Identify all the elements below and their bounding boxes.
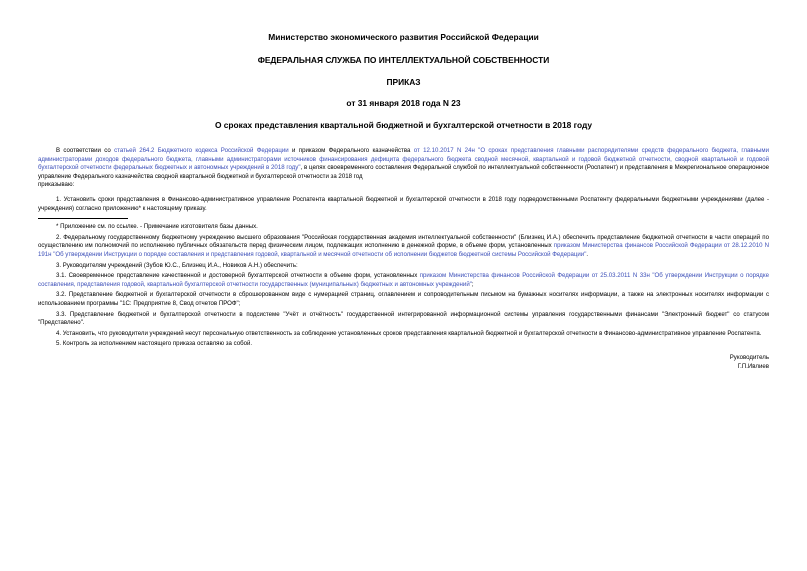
signature-block bbox=[38, 353, 769, 371]
intro-text-mid: и приказом Федерального казначейства bbox=[288, 147, 414, 154]
treasury-order-link[interactable]: от 12.10.2017 N 24н "О сроках представления главными распорядителями средств федерального бюджета, главными администраторами доходов федерального бюджета, главными администраторами источников финансирования дефицита федерального бюджета сводной месячной, квартальной и годовой бюджетной отчетности, сводной квартальной и годовой бухгалтерской отчетности федеральных бюджетных и автономных учреждений в 2018 году" bbox=[38, 147, 770, 172]
minfin-191n-link[interactable]: приказом Министерства финансов Российской Федерации от 28.12.2010 N 191н "Об утверждении Инструкции о порядке составления и представления годовой, квартальной и месячной отчетности об исполнении бюджетов бюджетной системы Российской Федерации" bbox=[38, 242, 769, 258]
budget-code-link[interactable]: статьей 264.2 Бюджетного кодекса Российской Федерации bbox=[114, 147, 289, 154]
item-5: 5. Контроль за исполнением настоящего приказа оставляю за собой. bbox=[56, 340, 253, 348]
item-3-1-end: ; bbox=[471, 280, 474, 288]
service-heading: ФЕДЕРАЛЬНАЯ СЛУЖБА ПО ИНТЕЛЛЕКТУАЛЬНОЙ СОБСТВЕННОСТИ bbox=[257, 55, 550, 65]
document-title: О сроках представления квартальной бюджетной и бухгалтерской отчетности в 2018 году bbox=[214, 120, 593, 130]
item-2 bbox=[38, 234, 769, 260]
footnote-divider bbox=[38, 218, 128, 219]
item-3-1 bbox=[38, 272, 769, 289]
orders-word: приказываю: bbox=[38, 181, 75, 189]
intro-paragraph bbox=[38, 147, 769, 181]
item-3-2: 3.2. Представление бюджетной и бухгалтерской отчетности в сброшюрованном виде с нумерацией страниц, оглавлением и сопроводительным письмом на бумажных носителях информации, а также на электронных носителях информации с использованием программы "1С: Предприятие 8, Свод отчетов ПРОФ"; bbox=[38, 291, 769, 307]
document-body bbox=[38, 147, 769, 349]
item-2-text: 2. Федеральному государственному бюджетному учреждению высшего образования "Российская государственная академия интеллектуальной собственности" (Близнец И.А.) обеспечить представление бюджетной отчетности в части операций по осуществлению им полномочий по исполнению публичных обязательств перед физическим лицом, подлежащих исполнению в денежной форме, в объеме форм, установленных bbox=[38, 233, 769, 250]
doc-type-heading: ПРИКАЗ bbox=[386, 77, 421, 87]
ministry-heading: Министерство экономического развития Российской Федерации bbox=[268, 32, 539, 42]
item-2-end: . bbox=[586, 250, 589, 258]
intro-text-pre: В соответствии со bbox=[56, 147, 115, 154]
footnote: * Приложение см. по ссылке. - Примечание изготовителя базы данных. bbox=[56, 223, 258, 231]
item-4: 4. Установить, что руководители учреждений несут персональную ответственность за соблюдение установленных сроков представления квартальной бюджетной и бухгалтерской отчетности в Финансово-административное управление Роспатента. bbox=[56, 329, 762, 337]
item-1: 1. Установить сроки представления в Финансово-административное управление Роспатента квартальной бюджетной и бухгалтерской отчетности в 2018 году подведомственными Роспатенту федеральными бюджетными учреждениями (далее - учреждения) согласно приложению* к настоящему приказу. bbox=[38, 195, 769, 212]
intro-text-post: , в целях своевременного составления Федеральной службой по интеллектуальной собственности (Роспатент) и представления в Межрегиональное операционное управление Федерального казначейства сводной квартальной бюджетной и бухгалтерской отчетности за 2018 год bbox=[38, 164, 769, 180]
signer-name: Г.П.Ивлиев bbox=[737, 362, 769, 370]
item-3-3: 3.3. Представление бюджетной и бухгалтерской отчетности в подсистеме "Учёт и отчётность" государственной интегрированной информационной системы управления государственными финансами "Электронный бюджет" со статусом "Представлено". bbox=[38, 310, 769, 327]
minfin-33n-link[interactable]: приказом Министерства финансов Российской Федерации от 25.03.2011 N 33н "Об утверждении Инструкции о порядке составления, представления годовой, квартальной бухгалтерской отчетности государственных (муниципальных) бюджетных и автономных учреждений" bbox=[38, 272, 769, 288]
signer-position: Руководитель bbox=[729, 353, 769, 361]
item-3: 3. Руководителям учреждений (Зубов Ю.С., Близнец И.А., Новиков А.Н.) обеспечить: bbox=[56, 261, 298, 269]
date-number-heading: от 31 января 2018 года N 23 bbox=[346, 98, 461, 108]
item-3-1-text: 3.1. Своевременное представление качественной и достоверной бухгалтерской отчетности в объеме форм, установленных bbox=[56, 272, 420, 280]
